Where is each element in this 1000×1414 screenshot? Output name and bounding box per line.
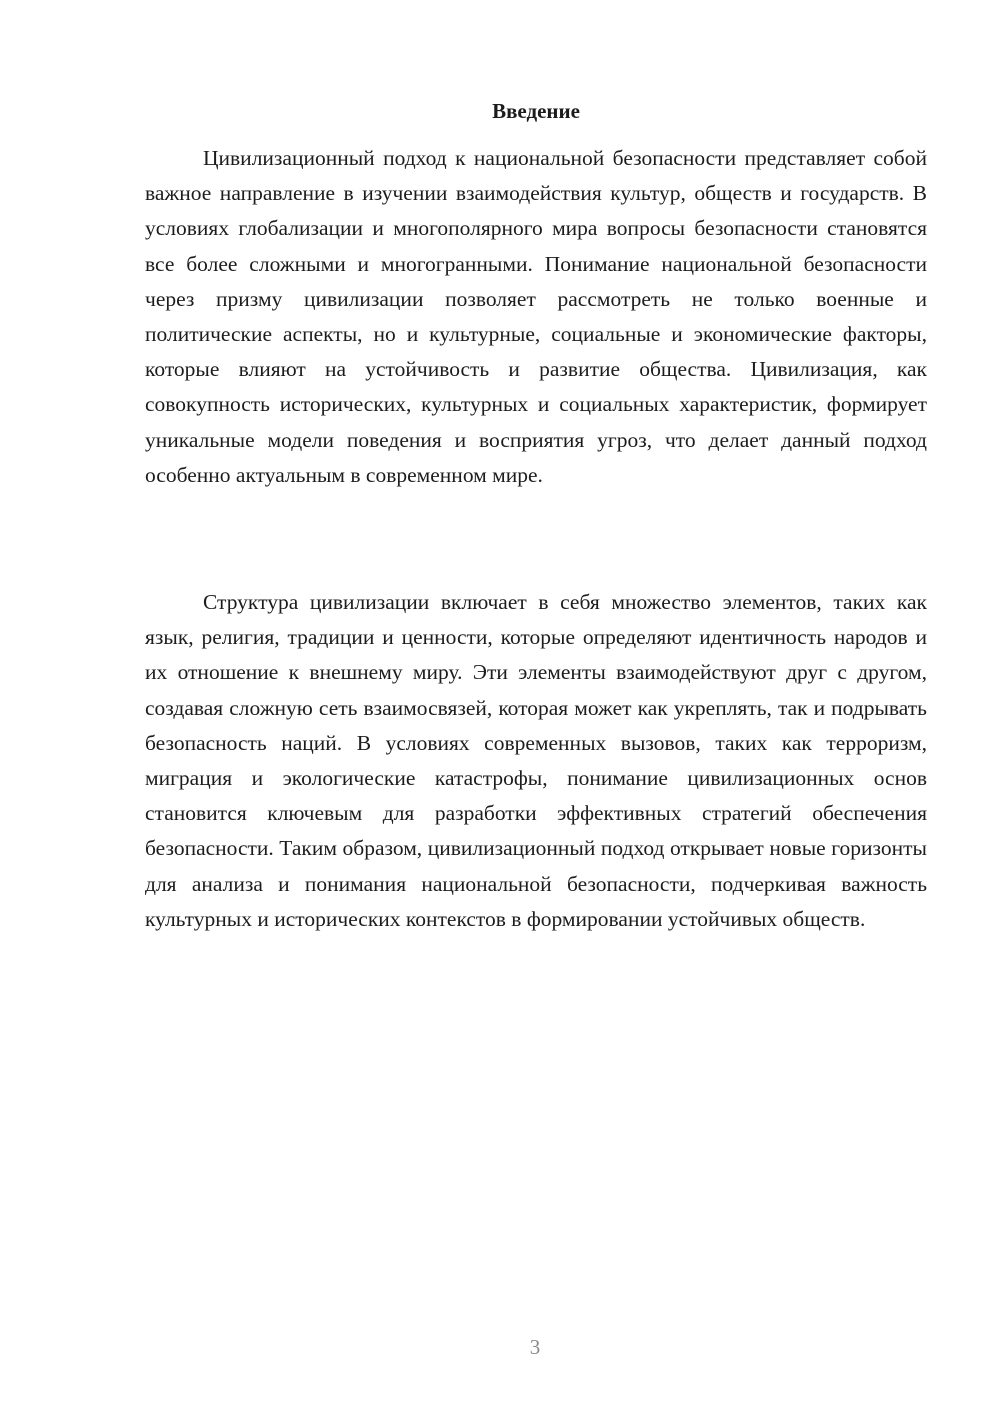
page-number: 3: [529, 1335, 541, 1359]
paragraph-1: Цивилизационный подход к национальной безопасности представляет собой важное направление в изучении взаимодействия культур, обществ и государств. В условиях глобализации и многополярного мира вопросы безопасности становятся все более сложными и многогранными. Понимание национальной безопасности через призму цивилизации позволяет рассмотреть не только военные и политические аспекты, но и культурные, социальные и экономические факторы, которые влияют на устойчивость и развитие общества. Цивилизация, как совокупность исторических, культурных и социальных характеристик, формирует уникальные модели поведения и восприятия угроз, что делает данный подход особенно актуальным в современном мире.: [145, 146, 927, 487]
paragraph-2: Структура цивилизации включает в себя множество элементов, таких как язык, религия, традиции и ценности, которые определяют идентичность народов и их отношение к внешнему миру. Эти элементы взаимодействуют друг с другом, создавая сложную сеть взаимосвязей, которая может как укреплять, так и подрывать безопасность наций. В условиях современных вызовов, таких как терроризм, миграция и экологические катастрофы, понимание цивилизационных основ становится ключевым для разработки эффективных стратегий обеспечения безопасности. Таким образом, цивилизационный подход открывает новые горизонты для анализа и понимания национальной безопасности, подчеркивая важность культурных и исторических контекстов в формировании устойчивых обществ.: [145, 590, 927, 931]
section-heading: Введение: [492, 99, 580, 123]
